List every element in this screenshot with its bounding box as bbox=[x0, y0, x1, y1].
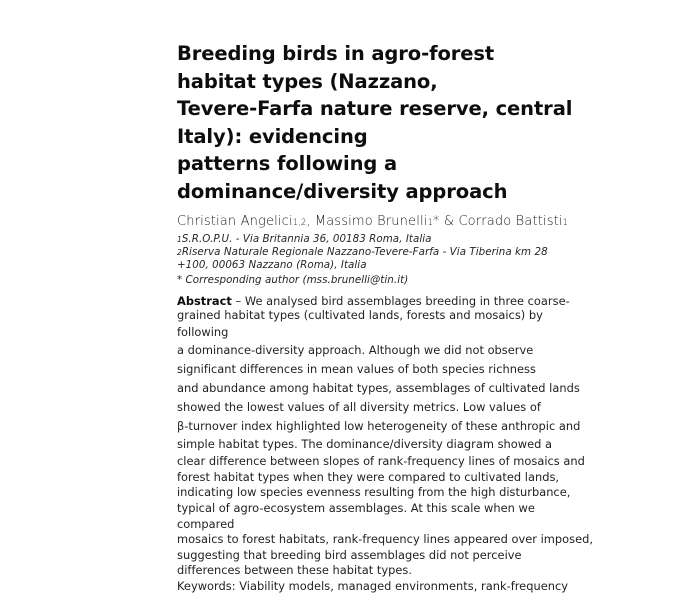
abstract-line-7: showed the lowest values of all diversity metrics. Low values of bbox=[177, 399, 541, 414]
affiliation-line-2 bbox=[177, 245, 548, 259]
author-affil-marks-2: 1 bbox=[427, 217, 433, 228]
article-content bbox=[177, 40, 594, 595]
affiliation-mark-2: 2 bbox=[177, 247, 182, 257]
author-affil-marks-1: 1,2 bbox=[292, 217, 307, 228]
abstract-line-13: typical of agro-ecosystem assemblages. At this scale when we bbox=[177, 500, 535, 515]
author-name-2: Massimo Brunelli bbox=[314, 213, 428, 229]
abstract-line-6: and abundance among habitat types, assemblages of cultivated lands bbox=[177, 380, 580, 395]
affiliation-block bbox=[177, 232, 548, 288]
abstract-line-14: compared bbox=[177, 516, 235, 531]
abstract-line-5: significant differences in mean values of both species richness bbox=[177, 362, 536, 377]
abstract-line-1 bbox=[177, 294, 570, 309]
abstract-line-17: differences between these habitat types. bbox=[177, 563, 412, 578]
title-line-1: Breeding birds in agro-forest bbox=[177, 42, 495, 65]
abstract-line-16: suggesting that breeding bird assemblages did not perceive bbox=[177, 547, 522, 562]
title-line-5: patterns following a bbox=[177, 152, 398, 176]
abstract-group-lower bbox=[177, 454, 594, 594]
title-line-2: habitat types (Nazzano, bbox=[177, 69, 438, 93]
abstract-label: Abstract bbox=[177, 294, 232, 309]
affiliation-text-1: S.R.O.P.U. - Via Britannia 36, 00183 Roma, Italia bbox=[181, 232, 432, 245]
author-list bbox=[177, 213, 569, 231]
abstract-line-8: β-turnover index highlighted low heterogeneity of these anthropic and bbox=[177, 418, 581, 433]
abstract-line-3: following bbox=[177, 324, 229, 339]
author-separator-2: & bbox=[439, 213, 459, 229]
abstract-line-2: grained habitat types (cultivated lands, forests and mosaics) by bbox=[177, 308, 543, 323]
author-name-3: Corrado Battisti bbox=[458, 213, 563, 229]
abstract-section bbox=[177, 294, 594, 594]
abstract-line-10: clear difference between slopes of rank-frequency lines of mosaics and bbox=[177, 454, 585, 469]
affiliation-text-3: +100, 00063 Nazzano (Roma), Italia bbox=[177, 259, 367, 272]
abstract-line-4: a dominance-diversity approach. Although we did not observe bbox=[177, 343, 534, 358]
title-line-4: Italy): evidencing bbox=[177, 124, 368, 148]
affiliation-mark-1: 1 bbox=[177, 234, 182, 244]
abstract-clipped-line: Keywords: Viability models, managed environments, rank-frequency bbox=[177, 578, 569, 593]
abstract-group-upper bbox=[177, 323, 581, 455]
affiliation-text-2: Riserva Naturale Regionale Nazzano-Tevere-Farfa - Via Tiberina km 28 bbox=[181, 245, 548, 258]
abstract-line-12: indicating low species evenness resulting from the high disturbance, bbox=[177, 485, 571, 500]
abstract-group-opening bbox=[177, 294, 570, 323]
title-line-3: Tevere-Farfa nature reserve, central bbox=[177, 97, 573, 121]
article-title bbox=[177, 40, 573, 206]
abstract-line-1-text: We analysed bird assemblages breeding in three coarse- bbox=[244, 294, 570, 309]
corresponding-author-line: * Corresponding author (mss.brunelli@tin.it) bbox=[177, 273, 409, 286]
corresponding-author-asterisk: * bbox=[432, 213, 440, 229]
abstract-line-9: simple habitat types. The dominance/diversity diagram showed a bbox=[177, 437, 553, 452]
author-name-1: Christian Angelici bbox=[177, 213, 293, 229]
abstract-dash: – bbox=[231, 294, 245, 309]
affiliation-line-1 bbox=[177, 233, 522, 246]
abstract-line-11: forest habitat types when they were compared to cultivated lands, bbox=[177, 469, 560, 484]
author-affil-marks-3: 1 bbox=[562, 217, 569, 228]
title-line-6: dominance/diversity approach bbox=[177, 179, 508, 203]
author-separator-1: , bbox=[306, 213, 315, 229]
abstract-line-15: mosaics to forest habitats, rank-frequency lines appeared over imposed, bbox=[177, 532, 594, 547]
affiliation-line-3 bbox=[177, 259, 522, 272]
